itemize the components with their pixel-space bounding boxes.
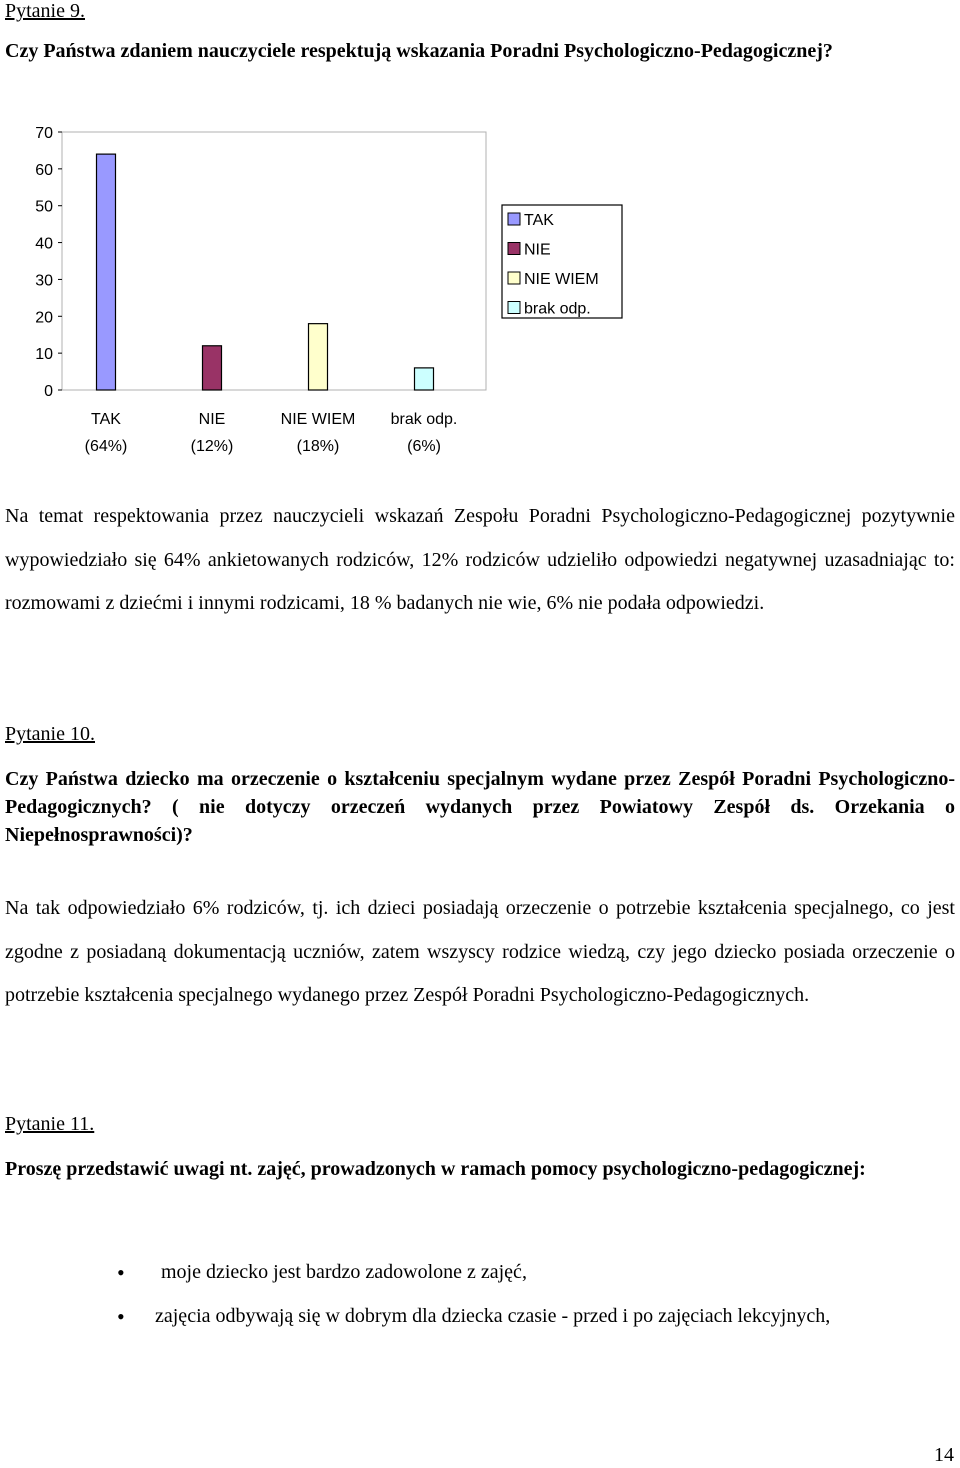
y-tick-label: 40 <box>35 235 53 253</box>
x-tick-label: TAK <box>91 411 121 428</box>
answers-bar-chart <box>0 118 640 463</box>
question-9-heading: Pytanie 9. <box>5 0 85 22</box>
question-10-answer: Na tak odpowiedziało 6% rodziców, tj. ich dzieci posiadają orzeczenie o potrzebie kształcenia specjalnego, co jest zgodne z posiadaną dokumentacją uczniów, zatem wszyscy rodzice wiedzą, czy jego dziecko posiada orzeczenie o potrzebie kształcenia specjalnego wydanego przez Zespół Poradni Psychologiczno-Pedagogicznych. <box>5 897 955 1006</box>
legend-label: NIE WIEM <box>524 271 599 288</box>
question-9-text: Czy Państwa zdaniem nauczyciele respektują wskazania Poradni Psychologiczno-Pedagogicznej? <box>5 40 833 62</box>
question-10-text: Czy Państwa dziecko ma orzeczenie o kształceniu specjalnym wydane przez Zespół Poradni Psychologiczno-Pedagogicznych? ( nie dotyczy orzeczeń wydanych przez Powiatowy Zespół ds. Orzekania o Niepełnosprawności)? <box>5 768 955 846</box>
x-tick-label: (64%) <box>84 438 128 455</box>
y-tick-label: 20 <box>35 309 53 327</box>
y-tick-label: 50 <box>35 198 53 216</box>
question-11-heading: Pytanie 11. <box>5 1113 95 1135</box>
bullet-icon: • <box>117 1260 125 1285</box>
question-9-summary: Na temat respektowania przez nauczycieli wskazań Zespołu Poradni Psychologiczno-Pedagogicznej pozytywnie wypowiedziało się 64% ankietowanych rodziców, 12% rodziców udzieliło odpowiedzi negatywnej uzasadniając to: rozmowami z dziećmi i innymi rodzicami, 18 % badanych nie wie, 6% nie podała odpowiedzi. <box>5 505 955 614</box>
page-number: 14 <box>934 1444 954 1466</box>
list-item <box>117 1295 955 1339</box>
question-10-heading: Pytanie 10. <box>5 723 95 745</box>
bullet-icon: • <box>117 1303 125 1329</box>
bar <box>415 368 434 390</box>
remark-text: zajęcia odbywają się w dobrym dla dziecka czasie - przed i po zajęciach lekcyjnych, <box>155 1304 831 1327</box>
remarks-list <box>117 1251 955 1338</box>
legend-swatch <box>508 213 520 225</box>
x-tick-label: NIE WIEM <box>280 411 356 428</box>
y-tick-label: 10 <box>35 346 53 364</box>
legend-label: brak odp. <box>524 300 591 318</box>
legend-label: NIE <box>524 241 551 259</box>
legend-swatch <box>508 243 520 255</box>
x-axis-labels <box>85 411 458 455</box>
x-tick-label: (18%) <box>296 438 340 455</box>
legend-swatch <box>508 272 520 284</box>
x-tick-label: brak odp. <box>390 411 458 428</box>
bar <box>309 324 328 390</box>
x-tick-label: (12%) <box>190 438 234 455</box>
x-tick-label: NIE <box>198 411 226 428</box>
plot-border <box>62 132 486 390</box>
bar <box>203 346 222 390</box>
y-tick-label: 60 <box>35 161 53 179</box>
y-axis <box>35 125 62 400</box>
x-tick-label: (6%) <box>407 438 441 455</box>
y-tick-label: 30 <box>35 272 53 290</box>
bar <box>97 154 116 390</box>
list-item <box>117 1251 955 1295</box>
legend-swatch <box>508 302 520 314</box>
plot-area-frame <box>62 132 486 390</box>
chart-legend <box>502 205 622 318</box>
question-11-text: Proszę przedstawić uwagi nt. zajęć, prowadzonych w ramach pomocy psychologiczno-pedagogicznej: <box>5 1158 866 1180</box>
bars <box>97 154 434 390</box>
remark-text: moje dziecko jest bardzo zadowolone z zajęć, <box>161 1261 527 1283</box>
legend-label: TAK <box>524 212 554 229</box>
y-tick-label: 70 <box>35 125 53 142</box>
y-tick-label: 0 <box>44 383 53 400</box>
